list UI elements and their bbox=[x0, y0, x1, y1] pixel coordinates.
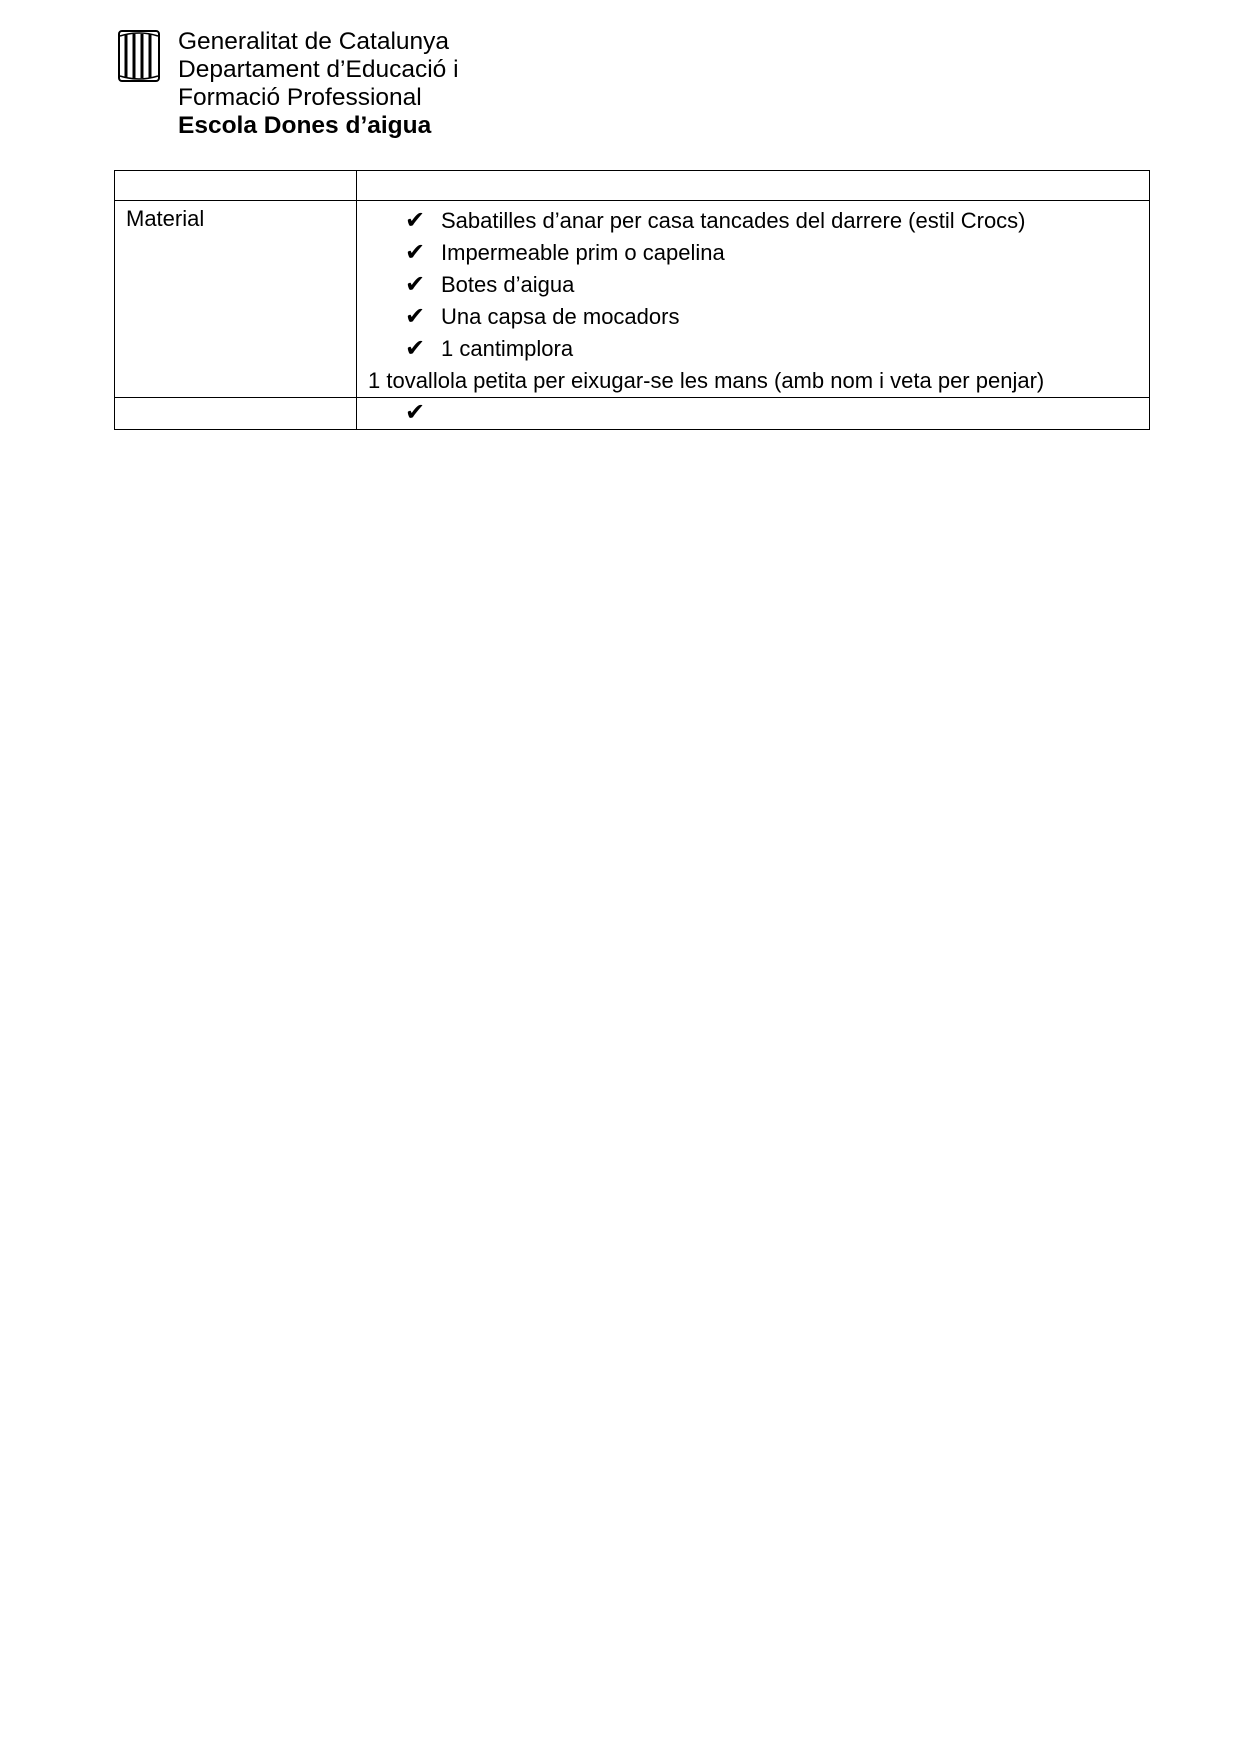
list-item bbox=[405, 205, 1149, 237]
list-item bbox=[405, 333, 1149, 365]
checkmark-icon: ✔ bbox=[405, 207, 426, 234]
header-text-block bbox=[178, 28, 459, 140]
material-table bbox=[114, 170, 1150, 430]
list-item bbox=[405, 237, 1149, 269]
table-cell-empty-left bbox=[115, 171, 357, 201]
material-checklist bbox=[357, 201, 1149, 365]
header-line-generalitat: Generalitat de Catalunya bbox=[178, 28, 450, 55]
school-name: Escola Dones d’aigua bbox=[178, 112, 432, 139]
list-item-text: Botes d’aigua bbox=[441, 272, 575, 297]
list-item-text: 1 cantimplora bbox=[441, 336, 574, 361]
checkmark-icon: ✔ bbox=[405, 399, 426, 426]
header-line-formacio: Formació Professional bbox=[178, 84, 422, 111]
table-cell-label bbox=[115, 201, 357, 398]
table-cell-empty-right bbox=[357, 171, 1150, 201]
table-cell-lone-check bbox=[357, 398, 1150, 430]
table-cell-empty-left bbox=[115, 398, 357, 430]
list-item-text: Sabatilles d’anar per casa tancades del darrere (estil Crocs) bbox=[441, 208, 1026, 233]
checkmark-icon: ✔ bbox=[405, 239, 426, 266]
catalan-government-emblem-icon bbox=[118, 30, 160, 82]
header-line-departament: Departament d’Educació i bbox=[178, 56, 459, 83]
checkmark-icon: ✔ bbox=[405, 335, 426, 362]
list-item-text: Impermeable prim o capelina bbox=[441, 240, 725, 265]
towel-line: 1 tovallola petita per eixugar-se les mans (amb nom i veta per penjar) bbox=[368, 368, 1045, 393]
list-item bbox=[405, 301, 1149, 333]
table-row-empty bbox=[115, 398, 1150, 430]
table-cell-material-list bbox=[357, 201, 1150, 398]
document-header bbox=[118, 28, 459, 140]
table-row-material bbox=[115, 201, 1150, 398]
list-item bbox=[405, 269, 1149, 301]
checkmark-icon: ✔ bbox=[405, 303, 426, 330]
material-label: Material bbox=[126, 206, 205, 231]
checkmark-icon: ✔ bbox=[405, 271, 426, 298]
list-item-text: Una capsa de mocadors bbox=[441, 304, 680, 329]
table-row-header bbox=[115, 171, 1150, 201]
